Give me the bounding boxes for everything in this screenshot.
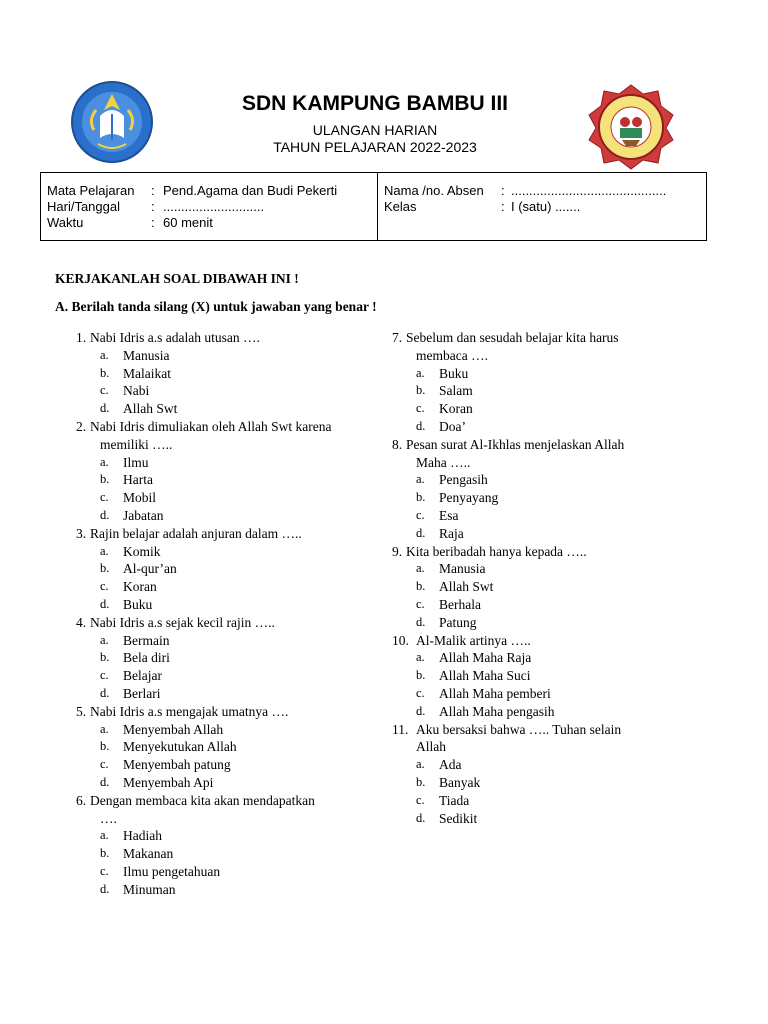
option-text: Belajar: [123, 668, 162, 684]
question-text: Nabi Idris a.s sejak kecil rajin …..: [90, 614, 275, 630]
name-label: Nama /no. Absen: [384, 183, 484, 198]
question-4: [76, 614, 376, 703]
question-9: [392, 543, 692, 632]
answer-option[interactable]: [76, 845, 376, 863]
answer-option[interactable]: [392, 365, 692, 383]
option-letter: a.: [416, 472, 425, 487]
time-colon: :: [151, 215, 155, 230]
answer-option[interactable]: [76, 382, 376, 400]
option-letter: a.: [100, 347, 109, 362]
question-number: 3.: [76, 525, 87, 541]
answer-option[interactable]: [76, 863, 376, 881]
option-letter: a.: [416, 561, 425, 576]
school-name: SDN KAMPUNG BAMBU III: [242, 92, 508, 115]
option-letter: b.: [416, 668, 426, 683]
main-instruction: KERJAKANLAH SOAL DIBAWAH INI !: [55, 271, 299, 286]
question-text: Aku bersaksi bahwa ….. Tuhan selain: [416, 721, 622, 737]
question-text: membaca ….: [416, 347, 488, 363]
option-letter: b.: [416, 774, 426, 789]
subject-value: Pend.Agama dan Budi Pekerti: [163, 183, 338, 198]
answer-option[interactable]: [392, 578, 692, 596]
option-text: Buku: [439, 365, 469, 381]
question-number: 7.: [392, 330, 403, 345]
option-letter: c.: [416, 685, 425, 700]
question-text: Pesan surat Al-Ikhlas menjelaskan Allah: [406, 436, 625, 452]
option-text: Allah Maha Suci: [439, 668, 531, 684]
subject-label: Mata Pelajaran: [47, 183, 135, 198]
question-number: 5.: [76, 703, 87, 719]
option-text: Hadiah: [123, 828, 162, 844]
answer-option[interactable]: [76, 632, 376, 650]
question-number: 11.: [392, 721, 409, 737]
answer-option[interactable]: [76, 454, 376, 472]
option-letter: d.: [100, 881, 110, 896]
option-text: Allah Maha Raja: [439, 650, 532, 666]
answer-option[interactable]: [76, 347, 376, 365]
time-label: Waktu: [47, 215, 84, 230]
answer-option[interactable]: [76, 738, 376, 756]
answer-option[interactable]: [76, 667, 376, 685]
option-letter: d.: [416, 614, 426, 629]
option-text: Allah Swt: [439, 579, 494, 595]
day-label: Hari/Tanggal: [47, 199, 120, 214]
student-info-box: [40, 172, 707, 241]
answer-option[interactable]: [392, 810, 692, 828]
option-text: Tiada: [439, 792, 470, 808]
academic-year: TAHUN PELAJARAN 2022-2023: [273, 139, 477, 155]
answer-option[interactable]: [392, 614, 692, 632]
option-text: Salam: [439, 383, 473, 399]
answer-option[interactable]: [392, 471, 692, 489]
option-letter: d.: [100, 685, 110, 700]
option-text: Allah Maha pengasih: [439, 703, 555, 719]
answer-option[interactable]: [76, 400, 376, 418]
answer-option[interactable]: [392, 667, 692, 685]
option-letter: a.: [100, 454, 109, 469]
answer-option[interactable]: [76, 721, 376, 739]
answer-option[interactable]: [392, 489, 692, 507]
day-value[interactable]: ............................: [163, 199, 265, 214]
option-text: Esa: [439, 507, 459, 523]
question-7: [392, 329, 692, 436]
option-letter: a.: [100, 543, 109, 558]
option-letter: d.: [416, 810, 426, 825]
subject-colon: :: [151, 183, 155, 198]
option-text: Manusia: [123, 347, 170, 363]
option-letter: c.: [416, 792, 425, 807]
questions-right-column: [392, 329, 692, 827]
option-letter: a.: [416, 650, 425, 665]
option-text: Bela diri: [123, 650, 170, 666]
option-text: Mobil: [123, 490, 157, 506]
option-text: Penyayang: [439, 490, 499, 506]
answer-option[interactable]: [392, 507, 692, 525]
option-letter: b.: [416, 383, 426, 398]
option-letter: d.: [416, 703, 426, 718]
option-letter: a.: [100, 632, 109, 647]
name-colon: :: [501, 183, 505, 198]
question-text: Sebelum dan sesudah belajar kita harus: [406, 330, 619, 345]
school-emblem-logo: [586, 82, 676, 172]
option-text: Al-qur’an: [123, 561, 177, 577]
option-text: Pengasih: [439, 472, 488, 488]
option-letter: d.: [100, 401, 110, 416]
option-letter: d.: [416, 418, 426, 433]
option-text: Sedikit: [439, 810, 478, 826]
answer-option[interactable]: [76, 507, 376, 525]
answer-option[interactable]: [392, 560, 692, 578]
option-text: Ilmu pengetahuan: [123, 863, 221, 879]
option-letter: a.: [416, 757, 425, 772]
option-letter: d.: [100, 507, 110, 522]
question-3: [76, 525, 376, 614]
option-text: Allah Maha pemberi: [439, 685, 551, 701]
option-text: Berlari: [123, 685, 161, 701]
option-letter: a.: [416, 365, 425, 380]
option-text: Koran: [123, 579, 157, 595]
option-text: Komik: [123, 543, 161, 559]
option-letter: d.: [100, 774, 110, 789]
answer-option[interactable]: [76, 560, 376, 578]
answer-option[interactable]: [76, 578, 376, 596]
name-value[interactable]: ...........................................: [511, 183, 667, 198]
answer-option[interactable]: [76, 827, 376, 845]
answer-option[interactable]: [392, 649, 692, 667]
answer-option[interactable]: [392, 596, 692, 614]
answer-option[interactable]: [392, 418, 692, 436]
answer-option[interactable]: [392, 756, 692, 774]
question-number: 4.: [76, 614, 87, 630]
question-text: Nabi Idris a.s mengajak umatnya ….: [90, 703, 289, 719]
question-number: 9.: [392, 543, 403, 559]
option-text: Allah Swt: [123, 401, 178, 417]
answer-option[interactable]: [76, 774, 376, 792]
option-letter: c.: [100, 863, 109, 878]
section-a-instruction: A. Berilah tanda silang (X) untuk jawaban yang benar !: [55, 299, 377, 314]
question-text: Dengan membaca kita akan mendapatkan: [90, 792, 315, 808]
option-text: Menyembah Api: [123, 774, 214, 790]
option-text: Koran: [439, 401, 473, 417]
answer-option[interactable]: [76, 365, 376, 383]
option-letter: b.: [100, 365, 110, 380]
tut-wuri-handayani-logo: [70, 80, 154, 164]
question-text: Allah: [416, 739, 446, 755]
option-letter: a.: [100, 721, 109, 736]
option-letter: c.: [416, 507, 425, 522]
answer-option[interactable]: [392, 400, 692, 418]
option-letter: c.: [100, 490, 109, 505]
answer-option[interactable]: [76, 596, 376, 614]
option-text: Nabi: [123, 383, 150, 399]
answer-option[interactable]: [76, 543, 376, 561]
question-text: Maha …..: [416, 454, 471, 470]
option-text: Menyembah Allah: [123, 721, 224, 737]
answer-option[interactable]: [76, 756, 376, 774]
question-text: Rajin belajar adalah anjuran dalam …..: [90, 525, 302, 541]
option-text: Patung: [439, 614, 477, 630]
option-letter: b.: [416, 579, 426, 594]
answer-option[interactable]: [392, 382, 692, 400]
questions-left-column: [76, 329, 376, 899]
answer-option[interactable]: [392, 774, 692, 792]
question-text: Nabi Idris a.s adalah utusan ….: [90, 330, 260, 345]
option-letter: c.: [100, 757, 109, 772]
option-text: Ada: [439, 757, 462, 773]
option-letter: c.: [100, 668, 109, 683]
answer-option[interactable]: [392, 792, 692, 810]
option-text: Raja: [439, 525, 464, 541]
class-colon: :: [501, 199, 505, 214]
answer-option[interactable]: [392, 703, 692, 721]
option-letter: b.: [100, 846, 110, 861]
option-letter: d.: [416, 525, 426, 540]
option-letter: b.: [100, 472, 110, 487]
class-value[interactable]: I (satu) .......: [511, 199, 581, 214]
option-letter: d.: [100, 596, 110, 611]
option-text: Menyekutukan Allah: [123, 739, 237, 755]
answer-option[interactable]: [392, 685, 692, 703]
answer-option[interactable]: [76, 685, 376, 703]
question-number: 2.: [76, 418, 87, 434]
question-number: 1.: [76, 330, 87, 345]
option-text: Buku: [123, 596, 153, 612]
question-6: [76, 792, 376, 899]
option-text: Harta: [123, 472, 153, 488]
question-10: [392, 632, 692, 721]
class-label: Kelas: [384, 199, 417, 214]
question-2: [76, 418, 376, 525]
exam-type: ULANGAN HARIAN: [312, 122, 438, 138]
option-text: Bermain: [123, 632, 170, 648]
question-text: Kita beribadah hanya kepada …..: [406, 543, 587, 559]
option-text: Doa’: [439, 418, 466, 434]
day-colon: :: [151, 199, 155, 214]
option-text: Malaikat: [123, 365, 171, 381]
option-letter: b.: [100, 650, 110, 665]
answer-option[interactable]: [76, 649, 376, 667]
question-text: memiliki …..: [100, 436, 173, 452]
question-5: [76, 703, 376, 792]
option-letter: b.: [416, 490, 426, 505]
option-letter: a.: [100, 828, 109, 843]
option-text: Jabatan: [123, 507, 164, 523]
question-11: [392, 721, 692, 828]
question-8: [392, 436, 692, 543]
option-text: Berhala: [439, 596, 481, 612]
option-letter: c.: [100, 383, 109, 398]
option-text: Manusia: [439, 561, 486, 577]
option-letter: c.: [416, 596, 425, 611]
option-letter: c.: [416, 401, 425, 416]
info-divider: [377, 173, 378, 240]
option-text: Menyembah patung: [123, 757, 231, 773]
question-1: [76, 329, 376, 418]
answer-option[interactable]: [76, 881, 376, 899]
option-letter: c.: [100, 579, 109, 594]
option-text: Minuman: [123, 881, 176, 897]
answer-option[interactable]: [76, 489, 376, 507]
question-text: ….: [100, 810, 117, 826]
question-number: 8.: [392, 436, 403, 452]
question-text: Al-Malik artinya …..: [416, 632, 531, 648]
question-number: 6.: [76, 792, 87, 808]
answer-option[interactable]: [392, 525, 692, 543]
question-number: 10.: [392, 632, 409, 648]
option-letter: b.: [100, 561, 110, 576]
option-text: Banyak: [439, 774, 481, 790]
option-text: Ilmu: [123, 454, 149, 470]
question-text: Nabi Idris dimuliakan oleh Allah Swt karena: [90, 418, 332, 434]
option-letter: b.: [100, 739, 110, 754]
answer-option[interactable]: [76, 471, 376, 489]
time-value: 60 menit: [163, 215, 213, 230]
option-text: Makanan: [123, 846, 174, 862]
